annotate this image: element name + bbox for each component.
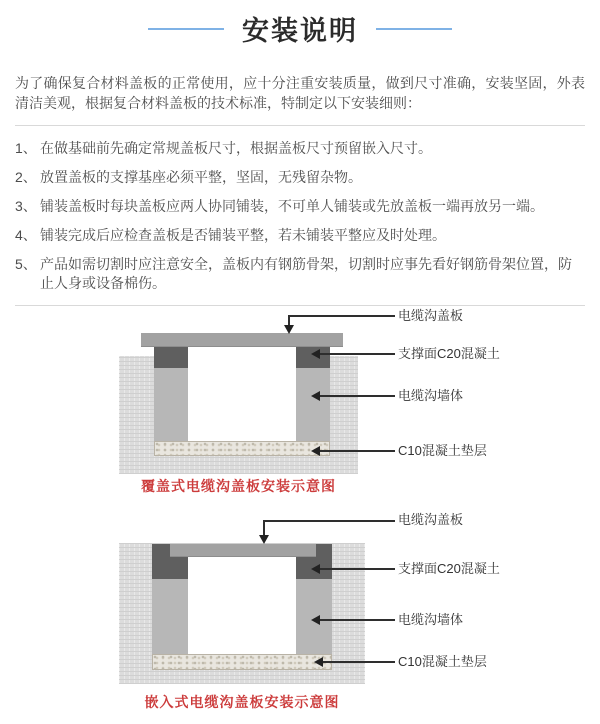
rule-item-2 bbox=[15, 168, 585, 187]
rule-text: 铺装完成后应检查盖板是否铺装平整，若未铺装平整应及时处理。 bbox=[40, 227, 446, 243]
diagram-covered-type bbox=[0, 299, 600, 499]
intro-paragraph: 为了确保复合材料盖板的正常使用，应十分注重安装质量，做到尺寸准确，安装坚固，外表清洁美观，根据复合材料盖板的技术标准，特制定以下安装细则： bbox=[15, 75, 585, 111]
label-cushion: C10混凝土垫层 bbox=[398, 443, 487, 458]
label-cover-plate: 电缆沟盖板 bbox=[398, 512, 464, 527]
rule-number: 2、 bbox=[15, 169, 37, 185]
rule-text: 铺装盖板时每块盖板应两人协同铺装，不可单人铺装或先放盖板一端再放另一端。 bbox=[40, 198, 544, 214]
label-cover-plate: 电缆沟盖板 bbox=[398, 308, 464, 323]
leader-line-cover-plate bbox=[263, 520, 395, 522]
leader-line-support bbox=[319, 353, 395, 355]
concrete-cushion-layer bbox=[154, 441, 330, 456]
trench-interior bbox=[188, 346, 296, 441]
rule-number: 4、 bbox=[15, 227, 37, 243]
label-wall: 电缆沟墙体 bbox=[398, 388, 464, 403]
arrow-left-icon bbox=[311, 391, 320, 401]
divider-top bbox=[15, 125, 585, 126]
title-decor-line-left bbox=[148, 28, 224, 30]
page-title: 安装说明 bbox=[242, 16, 358, 46]
rules-list bbox=[15, 139, 585, 293]
trench-interior bbox=[188, 556, 296, 654]
rule-item-4 bbox=[15, 226, 585, 245]
rule-item-5 bbox=[15, 255, 585, 293]
rule-text: 产品如需切割时应注意安全，盖板内有钢筋骨架，切割时应事先看好钢筋骨架位置，防止人身或设备棉伤。 bbox=[40, 256, 572, 291]
rule-number: 1、 bbox=[15, 140, 37, 156]
leader-line-support bbox=[319, 568, 395, 570]
rule-item-3 bbox=[15, 197, 585, 216]
trench-wall-left bbox=[154, 368, 188, 441]
title-decor-line-right bbox=[376, 28, 452, 30]
cover-plate bbox=[170, 544, 316, 557]
diagram-embedded-type bbox=[0, 505, 600, 724]
arrow-left-icon bbox=[311, 615, 320, 625]
trench-wall-left bbox=[152, 579, 188, 654]
cover-plate bbox=[141, 333, 343, 347]
page-header bbox=[0, 0, 600, 48]
arrow-down-icon bbox=[284, 325, 294, 334]
rule-text: 在做基础前先确定常规盖板尺寸，根据盖板尺寸预留嵌入尺寸。 bbox=[40, 140, 432, 156]
leader-line-cushion bbox=[322, 661, 395, 663]
arrow-left-icon bbox=[311, 564, 320, 574]
leader-line-wall bbox=[319, 619, 395, 621]
leader-line-wall bbox=[319, 395, 395, 397]
label-wall: 电缆沟墙体 bbox=[398, 612, 464, 627]
rule-text: 放置盖板的支撑基座必须平整，坚固，无残留杂物。 bbox=[40, 169, 362, 185]
rule-number: 3、 bbox=[15, 198, 37, 214]
label-cushion: C10混凝土垫层 bbox=[398, 654, 487, 669]
arrow-left-icon bbox=[311, 349, 320, 359]
rule-item-1 bbox=[15, 139, 585, 158]
concrete-cushion-layer bbox=[152, 654, 332, 670]
label-support: 支撑面C20混凝土 bbox=[398, 346, 500, 361]
leader-line-cover-plate bbox=[288, 315, 395, 317]
label-support: 支撑面C20混凝土 bbox=[398, 561, 500, 576]
diagram-caption-covered: 覆盖式电缆沟盖板安装示意图 bbox=[141, 478, 336, 494]
trench-wall-right bbox=[296, 368, 330, 441]
rule-number: 5、 bbox=[15, 256, 37, 272]
leader-line-cushion bbox=[319, 450, 395, 452]
support-block-left bbox=[154, 346, 188, 368]
arrow-left-icon bbox=[311, 446, 320, 456]
arrow-left-icon bbox=[314, 657, 323, 667]
leader-line-cover-plate-drop bbox=[263, 520, 265, 536]
diagram-caption-embedded: 嵌入式电缆沟盖板安装示意图 bbox=[144, 694, 340, 710]
arrow-down-icon bbox=[259, 535, 269, 544]
